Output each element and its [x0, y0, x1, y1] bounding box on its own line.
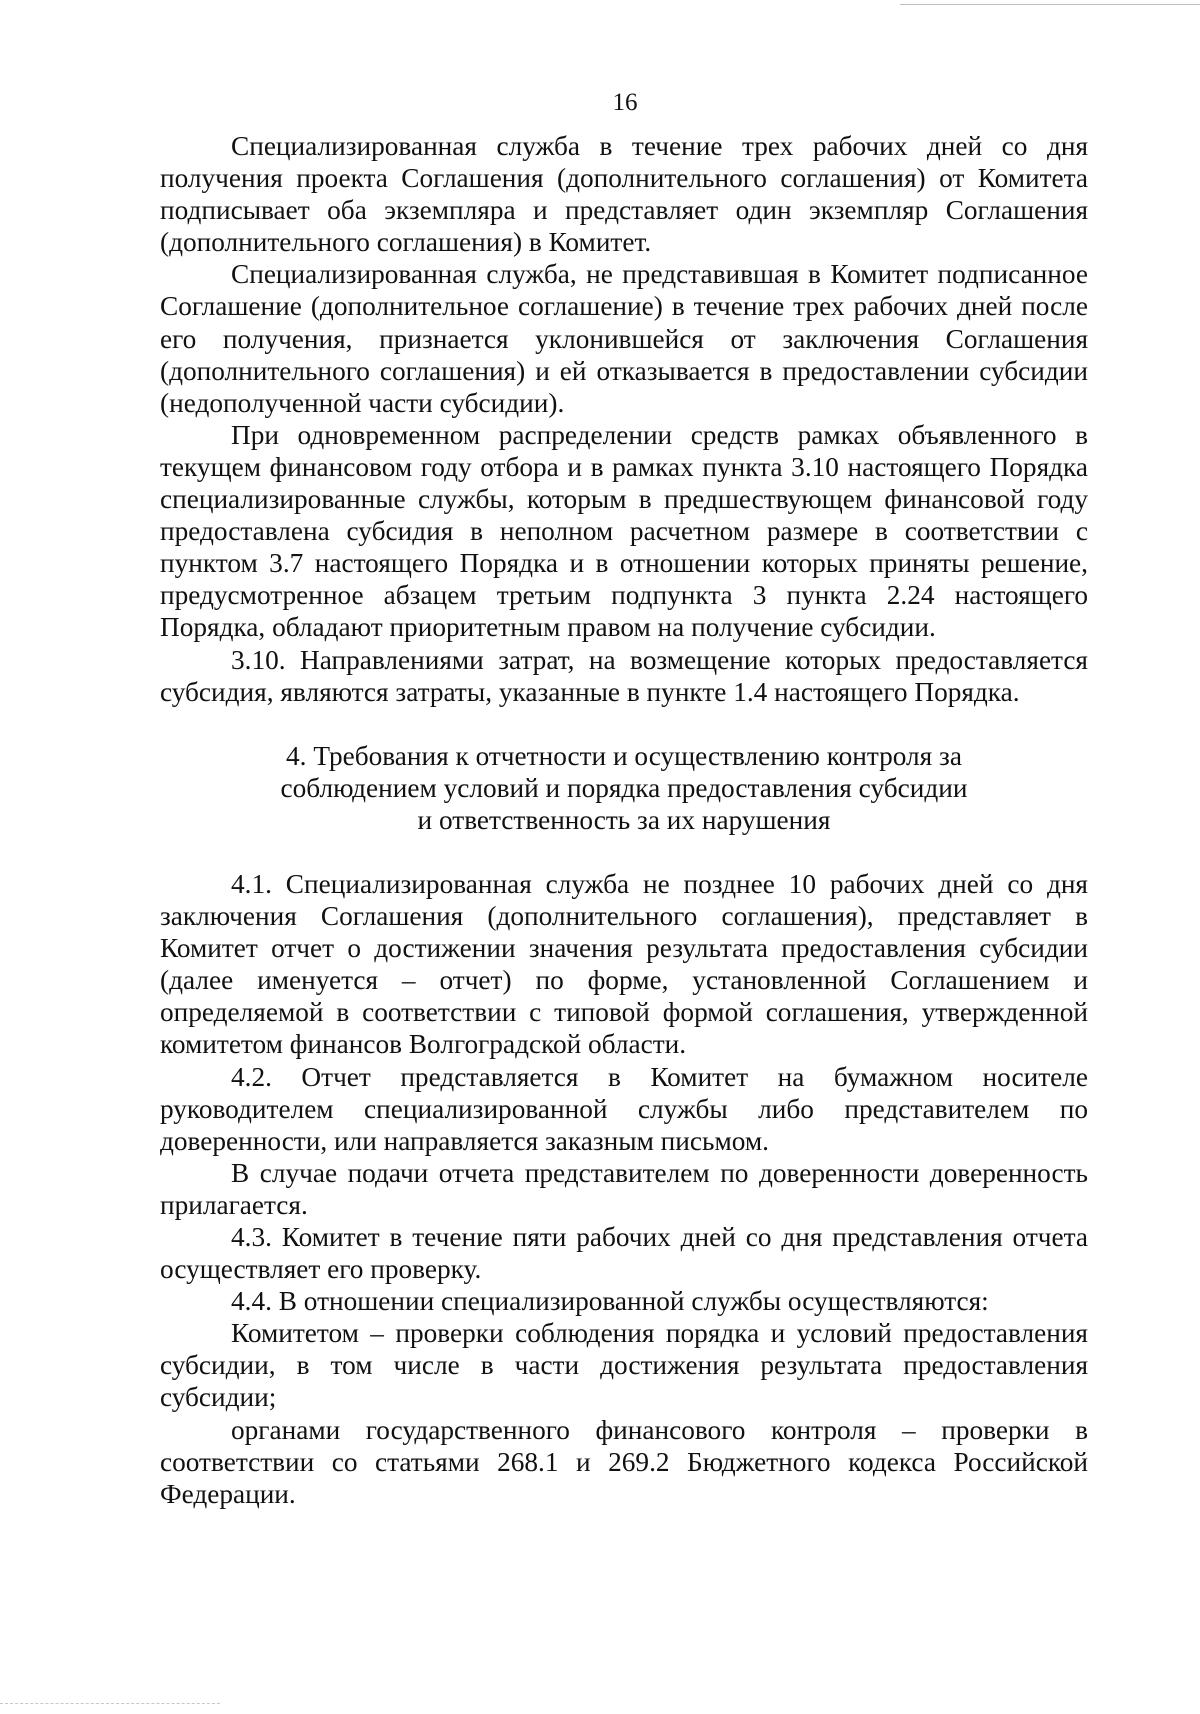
page-number: 16 — [612, 89, 638, 116]
paragraph: Специализированная служба, не представившая в Комитет подписанное Соглашение (дополнительное соглашение) в течение трех рабочих дней после его получения, признается уклонившейся от заключения Соглашения (дополнительного соглашения) и ей отказывается в предоставлении субсидии (недополученной части субсидии). — [160, 259, 1088, 418]
document-body — [160, 130, 1088, 1510]
paragraph: 3.10. Направлениями затрат, на возмещение которых предоставляется субсидия, являются затраты, указанные в пункте 1.4 настоящего Порядка. — [160, 644, 1088, 707]
section-heading-line: соблюдением условий и порядка предоставления субсидии — [280, 772, 968, 803]
section-heading — [160, 740, 1088, 836]
scan-edge-bottom — [0, 1703, 220, 1704]
paragraph: 4.4. В отношении специализированной службы осуществляются: — [231, 1286, 989, 1317]
paragraph: В случае подачи отчета представителем по доверенности доверенность прилагается. — [160, 1157, 1088, 1220]
paragraph: 4.3. Комитет в течение пяти рабочих дней со дня представления отчета осуществляет его проверку. — [160, 1222, 1088, 1285]
paragraph: органами государственного финансового контроля – проверки в соответствии со статьями 268.1 и 269.2 Бюджетного кодекса Российской Федерации. — [160, 1414, 1088, 1509]
paragraph: Специализированная служба в течение трех рабочих дней со дня получения проекта Соглашения (дополнительного соглашения) от Комитета подписывает оба экземпляра и представляет один экземпляр Соглашения (дополнительного соглашения) в Комитет. — [160, 131, 1088, 258]
paragraph: 4.2. Отчет представляется в Комитет на бумажном носителе руководителем специализированной службы либо представителем по доверенности, или направляется заказным письмом. — [160, 1061, 1088, 1156]
scan-edge-top — [900, 4, 1200, 5]
paragraph: Комитетом – проверки соблюдения порядка и условий предоставления субсидии, в том числе в части достижения результата предоставления субсидии; — [160, 1318, 1088, 1413]
section-heading-line: и ответственность за их нарушения — [417, 804, 831, 835]
paragraph: 4.1. Специализированная служба не позднее 10 рабочих дней со дня заключения Соглашения (дополнительного соглашения), представляет в Комитет отчет о достижении значения результата предоставления субсидии (далее именуется – отчет) по форме, установленной Соглашением и определяемой в соответствии с типовой формой соглашения, утвержденной комитетом финансов Волгоградской области. — [160, 868, 1088, 1060]
section-heading-line: 4. Требования к отчетности и осуществлению контроля за — [286, 740, 962, 771]
paragraph: При одновременном распределении средств рамках объявленного в текущем финансовом году отбора и в рамках пункта 3.10 настоящего Порядка специализированные службы, которым в предшествующем финансовой году предоставлена субсидия в неполном расчетном размере в соответствии с пунктом 3.7 настоящего Порядка и в отношении которых приняты решение, предусмотренное абзацем третьим подпункта 3 пункта 2.24 настоящего Порядка, обладают приоритетным правом на получение субсидии. — [160, 419, 1088, 643]
